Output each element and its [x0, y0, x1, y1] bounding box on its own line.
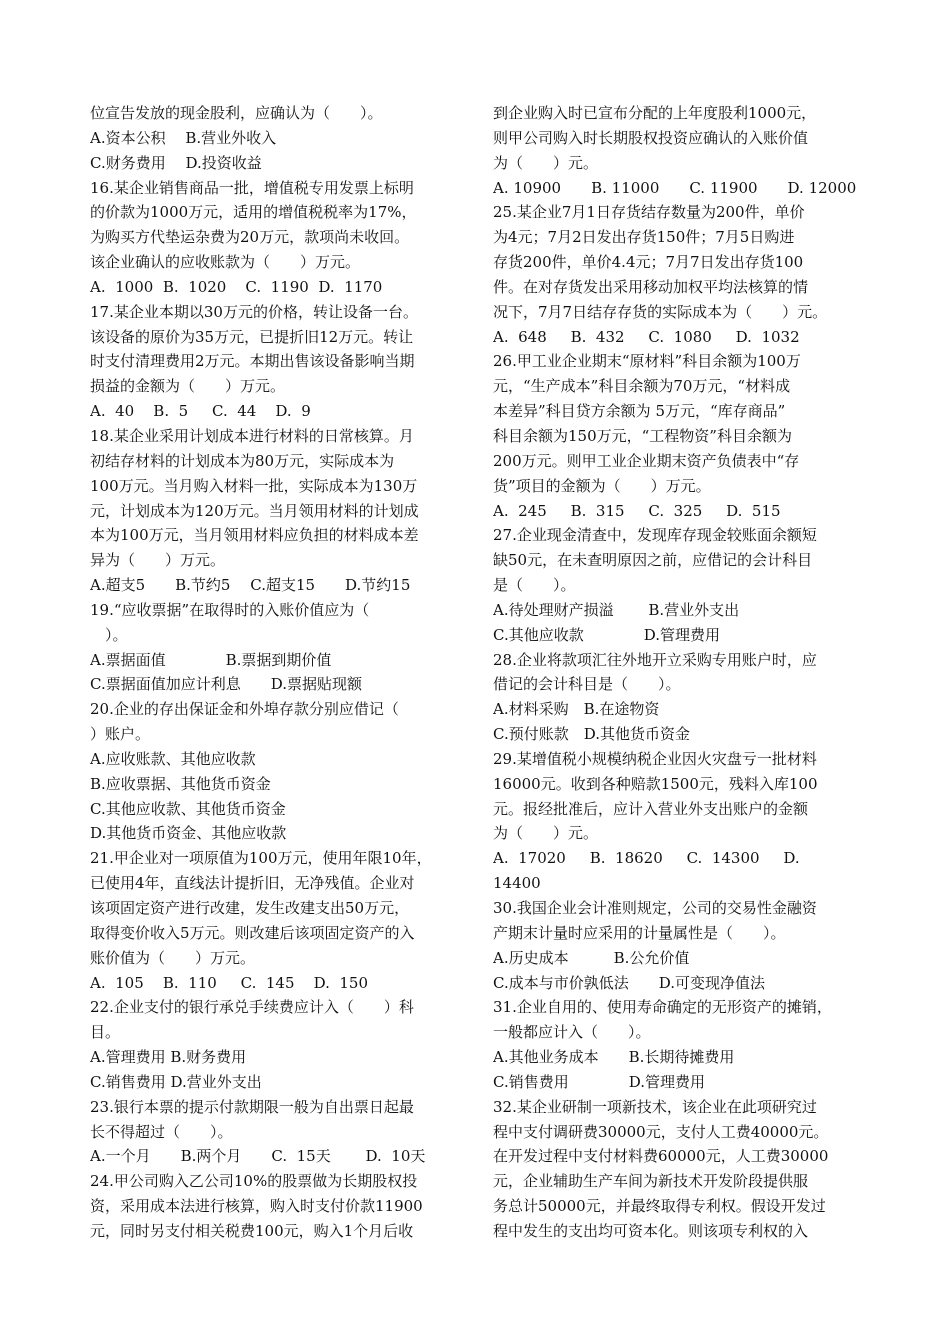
left-column-text-line: 损益的金额为（ ）万元。: [90, 377, 286, 396]
right-column-text-line: 本差异”科目贷方余额为 5万元，“库存商品”: [493, 402, 786, 421]
left-column-text-line: 17.某企业本期以30万元的价格，转让设备一台。: [90, 302, 418, 321]
right-column-text-line: 28.企业将款项汇往外地开立采购专用账户时，应: [493, 650, 817, 669]
left-column-text-line: 16.某企业销售商品一批，增值税专用发票上标明: [90, 178, 414, 197]
left-column-text-line: 已使用4年，直线法计提折旧，无净残值。企业对: [90, 874, 415, 893]
left-column-text-line: A.管理费用 B.财务费用: [90, 1048, 247, 1067]
right-column-text-line: 存货200件，单价4.4元；7月7日发出存货100: [493, 253, 804, 272]
right-column-text-line: 29.某增值税小规模纳税企业因火灾盘亏一批材料: [493, 749, 817, 768]
right-column-text-line: A. 245 B. 315 C. 325 D. 515: [493, 501, 781, 520]
left-column-text-line: 时支付清理费用2万元。本期出售该设备影响当期: [90, 352, 415, 371]
left-column-text-line: 24.甲公司购入乙公司10%的股票做为长期股权投: [90, 1172, 418, 1191]
right-column-text-line: 务总计50000元，并最终取得专利权。假设开发过: [493, 1197, 826, 1216]
left-column-text-line: A. 40 B. 5 C. 44 D. 9: [90, 402, 311, 421]
right-column-text-line: A.材料采购 B.在途物资: [493, 700, 660, 719]
left-column-text-line: 取得变价收入5万元。则改建后该项固定资产的入: [90, 923, 415, 942]
right-column-text-line: C.其他应收款 D.管理费用: [493, 625, 720, 644]
left-column-text-line: 本为100万元，当月领用材料应负担的材料成本差: [90, 526, 419, 545]
right-column-text-line: A.其他业务成本 B.长期待摊费用: [493, 1048, 735, 1067]
left-column-text-line: 初结存材料的计划成本为80万元，实际成本为: [90, 451, 395, 470]
right-column-text-line: 科目余额为150万元，“工程物资”科目余额为: [493, 426, 792, 445]
left-column-text-line: 资，采用成本法进行核算，购入时支付价款11900: [90, 1197, 423, 1216]
right-column-text-line: A. 10900 B. 11000 C. 11900 D. 12000: [493, 178, 857, 197]
left-column-text-line: 目。: [90, 1023, 121, 1042]
right-column-text-line: 元，企业辅助生产车间为新技术开发阶段提供服: [493, 1172, 809, 1191]
left-column-text-line: 21.甲企业对一项原值为100万元，使用年限10年，: [90, 849, 432, 868]
left-column-text-line: 18.某企业采用计划成本进行材料的日常核算。月: [90, 426, 414, 445]
right-column-text-line: 况下，7月7日结存存货的实际成本为（ ）元。: [493, 302, 828, 321]
right-column-text-line: A. 648 B. 432 C. 1080 D. 1032: [493, 327, 800, 346]
right-column-text-line: 元。报经批准后，应计入营业外支出账户的金额: [493, 799, 809, 818]
left-column-text-line: ）。: [90, 625, 128, 644]
right-column-text-line: 16000元。收到各种赔款1500元，残料入库100: [493, 774, 818, 793]
right-column-text-line: 是（ ）。: [493, 576, 576, 595]
left-column-text-line: A. 1000 B. 1020 C. 1190 D. 1170: [90, 277, 383, 296]
left-column-text-line: B.应收票据、其他货币资金: [90, 774, 271, 793]
right-column-text-line: 26.甲工业企业期末“原材料”科目余额为100万: [493, 352, 801, 371]
right-column-text-line: 32.某企业研制一项新技术，该企业在此项研究过: [493, 1097, 817, 1116]
left-column-text-line: 为购买方代垫运杂费为20万元，款项尚未收回。: [90, 228, 410, 247]
left-column-text-line: C.票据面值加应计利息 D.票据贴现额: [90, 675, 362, 694]
right-column-text-line: 缺50元，在未查明原因之前，应借记的会计科目: [493, 551, 813, 570]
left-column-text-line: 100万元。当月购入材料一批，实际成本为130万: [90, 476, 418, 495]
right-column-text-line: 一般都应计入（ ）。: [493, 1023, 651, 1042]
left-column-text-line: A.一个月 B.两个月 C. 15天 D. 10天: [90, 1147, 426, 1166]
left-column-text-line: 23.银行本票的提示付款期限一般为自出票日起最: [90, 1097, 414, 1116]
left-column-text-line: 19.“应收票据”在取得时的入账价值应为（: [90, 600, 370, 619]
left-column-text-line: ）账户。: [90, 725, 151, 744]
right-column-text-line: 14400: [493, 874, 541, 893]
left-column-text-line: 元，同时另支付相关税费100元，购入1个月后收: [90, 1221, 414, 1240]
right-column-text-line: 元，“生产成本”科目余额为70万元，“材料成: [493, 377, 791, 396]
left-column-text-line: C.销售费用 D.营业外支出: [90, 1072, 262, 1091]
right-column-text-line: 为（ ）元。: [493, 824, 599, 843]
right-column-text-line: 为（ ）元。: [493, 153, 599, 172]
left-column-text-line: 位宣告发放的现金股利，应确认为（ ）。: [90, 104, 383, 122]
right-column-text-line: 货”项目的金额为（ ）万元。: [493, 476, 711, 495]
right-column-text-line: 31.企业自用的、使用寿命确定的无形资产的摊销，: [493, 998, 832, 1017]
left-column-text-line: 元，计划成本为120万元。当月领用材料的计划成: [90, 501, 419, 520]
left-column-text-line: 异为（ ）万元。: [90, 551, 226, 570]
left-column-text-line: A.资本公积 B.营业外收入: [90, 128, 277, 147]
right-column-text-line: 程中发生的支出均可资本化。则该项专利权的入: [493, 1221, 809, 1240]
left-column-text-line: C.其他应收款、其他货币资金: [90, 799, 286, 818]
left-column-text-line: 该设备的原价为35万元，已提折旧12万元。转让: [90, 327, 414, 346]
left-column-text-line: D.其他货币资金、其他应收款: [90, 824, 287, 843]
right-column-text-line: 在开发过程中支付材料费60000元，人工费30000: [493, 1147, 829, 1166]
right-column-text-line: 为4元；7月2日发出存货150件；7月5日购进: [493, 228, 795, 247]
right-column-text-line: 200万元。则甲工业企业期末资产负债表中“存: [493, 451, 800, 470]
left-column-text-line: 该企业确认的应收账款为（ ）万元。: [90, 253, 361, 272]
right-column-text-line: C.预付账款 D.其他货币资金: [493, 725, 690, 744]
right-column-text-line: 产期末计量时应采用的计量属性是（ ）。: [493, 923, 786, 942]
left-column-text-line: 账价值为（ ）万元。: [90, 948, 256, 967]
left-column-text-line: C.财务费用 D.投资收益: [90, 153, 262, 172]
right-column-text-line: A.历史成本 B.公允价值: [493, 948, 690, 967]
left-column-text-line: A. 105 B. 110 C. 145 D. 150: [90, 973, 369, 992]
right-column-text-line: 件。在对存货发出采用移动加权平均法核算的情: [493, 277, 809, 296]
left-column-text-line: 长不得超过（ ）。: [90, 1122, 233, 1141]
right-column-text-line: 27.企业现金清查中，发现库存现金较账面余额短: [493, 526, 817, 545]
right-column-text-line: 到企业购入时已宣布分配的上年度股利1000元，: [493, 104, 817, 122]
right-column-text-line: C.成本与市价孰低法 D.可变现净值法: [493, 973, 765, 992]
left-column-text-line: A.票据面值 B.票据到期价值: [90, 650, 332, 669]
right-column-text-line: 25.某企业7月1日存货结存数量为200件，单价: [493, 203, 805, 222]
right-column-text-line: 30.我国企业会计准则规定，公司的交易性金融资: [493, 899, 817, 917]
left-column-text-line: A.应收账款、其他应收款: [90, 749, 256, 768]
right-column-text-line: C.销售费用 D.管理费用: [493, 1072, 705, 1091]
left-column-text-line: 20.企业的存出保证金和外埠存款分别应借记（: [90, 700, 399, 719]
left-column-text-line: 该项固定资产进行改建，发生改建支出50万元，: [90, 899, 410, 917]
right-column-text-line: A.待处理财产损溢 B.营业外支出: [493, 600, 740, 619]
left-column-text-line: 22.企业支付的银行承兑手续费应计入（ ）科: [90, 998, 414, 1017]
right-column-text-line: 借记的会计科目是（ ）。: [493, 675, 681, 694]
left-column: [90, 101, 475, 1244]
right-column-text-line: 程中支付调研费30000元，支付人工费40000元。: [493, 1122, 829, 1141]
left-column-text-line: A.超支5 B.节约5 C.超支15 D.节约15: [90, 576, 411, 595]
right-column-text-line: 则甲公司购入时长期股权投资应确认的入账价值: [493, 128, 809, 147]
left-column-text-line: 的价款为1000万元，适用的增值税税率为17%，: [90, 203, 417, 222]
right-column-text-line: A. 17020 B. 18620 C. 14300 D.: [493, 849, 800, 868]
right-column: [493, 101, 878, 1244]
